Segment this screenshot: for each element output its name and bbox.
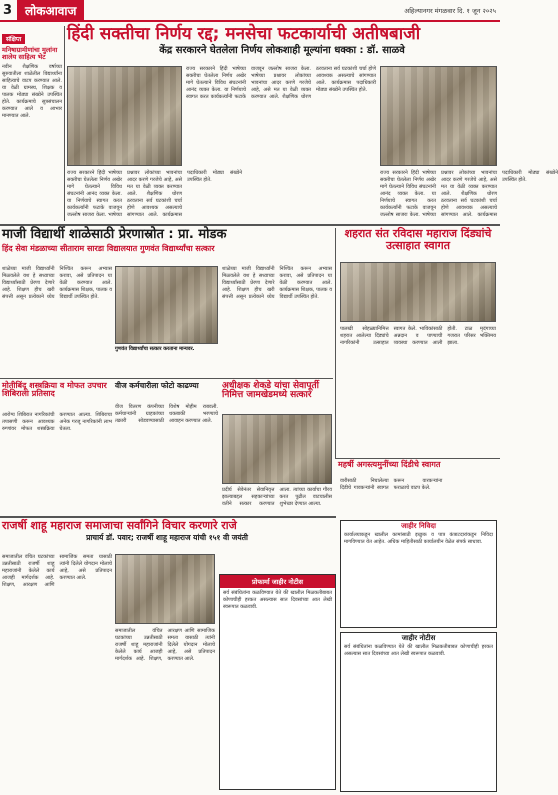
story4-body: आरोग्य शिबिरात नागरिकांची तपासणी करून आवश्यक रुग्णांवर मोफत शस्त्रक्रिया करण्यात आल्या. शिबिराचा अनेक गरजू नागरिकांनी लाभ घेतला. — [2, 412, 112, 432]
story8-photo — [115, 554, 215, 624]
lead-body-cont: राज्य सरकारने हिंदी भाषेच्या सक्तीचा घेतलेला निर्णय अखेर मागे घेतल्याने विविध संघटनांनी आनंद व्यक्त केला. या निर्णयाचे स्वागत करत कार्यकर्त्यांनी फटाके वाजवून जल्लोष साजरा केला. भाषेच्या प्रश्नावर लोकांच्या भावनांचा आदर करणे गरजेचे आहे, असे मत या वेळी व्यक्त करण्यात आले. शैक्षणिक धोरण ठरवताना सर्व घटकांशी चर्चा होणे आवश्यक असल्याचे सांगण्यात आले. कार्यक्रमास पदाधिकारी मोठ्या संख्येने उपस्थित होते. — [67, 170, 242, 218]
public-notice-title: जाहीर नोटीस — [401, 634, 436, 642]
story4-headline: मोतीबिंदू शस्त्रक्रिया व मोफत उपचार शिबिराला प्रतिसाद — [2, 381, 107, 399]
story8-subhead: प्राचार्य डॉ. पवार; राजर्षी शाहू महाराज यांची १५१ वी जयंती — [86, 532, 248, 542]
story8-heading — [2, 520, 332, 552]
story7-headline: महर्षी अगस्त्यमुनींच्या दिंडीचे स्वागत — [338, 460, 441, 469]
story3-photo — [340, 262, 496, 322]
story6-body: प्रदीर्घ सेवेनंतर सेवानिवृत्त झाल्याबद्दल सहकाऱ्यांच्या वतीने सत्कार करण्यात आला. त्यांच्या कार्याचा गौरव करत पुढील वाटचालीस शुभेच्छा देण्यात आल्या. — [222, 487, 332, 507]
story2-headline: माजी विद्यार्थी शाळेसाठी प्रेरणास्रोत : प्रा. मोडक — [2, 227, 227, 242]
tender-title: जाहीर निविदा — [401, 522, 436, 530]
legal-notice-body: सर्व संबंधितांना कळविण्यात येते की खालील मिळकतीबाबत कोणाचीही हरकत असल्यास सात दिवसांच्या आत लेखी स्वरूपात कळवावी. — [223, 590, 332, 610]
story8-body: समाजातील वंचित घटकांच्या उन्नतीसाठी राजर्षी शाहू महाराजांनी केलेले कार्य आजही मार्गदर्शक आहे. शिक्षण, आरक्षण आणि सामाजिक समता यासाठी त्यांनी दिलेले योगदान मोलाचे आहे, असे प्रतिपादन करण्यात आले. — [2, 554, 112, 588]
story5-heading — [115, 382, 218, 402]
story3-heading — [338, 228, 498, 264]
public-notice — [340, 632, 497, 792]
story3-headline: शहरात संत रविदास महाराज दिंड्यांचे उत्साहात स्वागत — [344, 227, 492, 252]
story2-body: शाळेच्या माजी विद्यार्थ्यांनी मिळवलेले यश हे सध्याच्या विद्यार्थ्यांसाठी प्रेरणा देणारे आहे. शिक्षण हीच खरी संपत्ती असून प्रत्येकाने ध्येय निश्चित करून अभ्यास करावा, असे प्रतिपादन या वेळी करण्यात आले. कार्यक्रमास शिक्षक, पालक व विद्यार्थी उपस्थित होते. — [2, 266, 112, 300]
story2-body-cont: शाळेच्या माजी विद्यार्थ्यांनी मिळवलेले यश हे सध्याच्या विद्यार्थ्यांसाठी प्रेरणा देणारे आहे. शिक्षण हीच खरी संपत्ती असून प्रत्येकाने ध्येय निश्चित करून अभ्यास करावा, असे प्रतिपादन या वेळी करण्यात आले. कार्यक्रमास शिक्षक, पालक व विद्यार्थी उपस्थित होते. — [222, 266, 332, 300]
story2-photo — [115, 266, 218, 344]
story8-headline: राजर्षी शाहू महाराज समाजाचा सर्वांगिने विचार करणारे राजे — [2, 519, 237, 532]
brief-tag: संक्षिप्त — [2, 34, 25, 44]
public-notice-body: सर्व संबंधितांना कळविण्यात येते की खालील मिळकतीबाबत कोणाचीही हरकत असल्यास सात दिवसांच्या आत लेखी स्वरूपात कळवावी. — [344, 644, 493, 658]
dateline: अहिल्यानगर मंगळवार दि. १ जून २०२५ — [404, 6, 496, 15]
story2-heading — [2, 228, 332, 264]
story5-body: वीज वितरण कंपनीच्या कर्मचाऱ्यांनी ग्राहकांच्या तक्रारी सोडवण्यासाठी विशेष मोहीम राबवली. थकबाकी भरण्याचे आवाहन करण्यात आले. — [115, 404, 218, 424]
lead-photo-right — [380, 66, 497, 166]
lead-subhead: केंद्र सरकारने घेतलेला निर्णय लोकशाही मूल्यांना धक्का : डॉ. साळवे — [159, 44, 405, 56]
story6-headline: अधीक्षक शेकडे यांचा सेवापूर्ती निमित्त जामखेडमध्ये सत्कार — [222, 381, 319, 401]
lead-headline: हिंदी सक्तीचा निर्णय रद्द; मनसेचा फटकार्याची अतीषबाजी — [67, 24, 421, 44]
tender-notice — [340, 520, 497, 628]
section-rule — [0, 378, 333, 379]
legal-notice — [219, 574, 336, 790]
story6-photo — [222, 414, 332, 484]
brief-body: नवीन शैक्षणिक वर्षाच्या सुरुवातीला शाळेतील विद्यार्थ्यांना साहित्याचे वाटप करण्यात आले. या वेळी ग्रामस्थ, शिक्षक व पालक मोठ्या संख्येने उपस्थित होते. कार्यक्रमाचे सूत्रसंचालन करण्यात आले व आभार मानण्यात आले. — [2, 63, 62, 119]
story5-headline: वीज कर्मचारीला फोटो काढण्या — [115, 381, 199, 390]
story7-body: वारीसाठी निघालेल्या दिंडीचे गावकऱ्यांनी स्वागत करून वारकऱ्यांना फराळाचे वाटप केले. — [340, 478, 443, 491]
brief-column — [2, 26, 62, 221]
story7-heading — [338, 461, 498, 477]
lead-heading — [67, 26, 497, 62]
tender-body: कार्यालयाकडून खालील कामांसाठी इच्छुक व पात्र कंत्राटदारांकडून निविदा मागविण्यात येत आहेत. अधिक माहितीसाठी कार्यालयीन वेळेत संपर्क साधावा. — [344, 532, 493, 546]
newspaper-brand: लोकआवाज — [17, 0, 84, 20]
legal-notice-title: प्रोफार्मा जाहीर नोटीस — [220, 575, 335, 588]
lead-body-cont-right: राज्य सरकारने हिंदी भाषेच्या सक्तीचा घेतलेला निर्णय अखेर मागे घेतल्याने विविध संघटनांनी आनंद व्यक्त केला. या निर्णयाचे स्वागत करत कार्यकर्त्यांनी फटाके वाजवून जल्लोष साजरा केला. भाषेच्या प्रश्नावर लोकांच्या भावनांचा आदर करणे गरजेचे आहे, असे मत या वेळी व्यक्त करण्यात आले. शैक्षणिक धोरण ठरवताना सर्व घटकांशी चर्चा होणे आवश्यक असल्याचे सांगण्यात आले. कार्यक्रमास पदाधिकारी मोठ्या संख्येने उपस्थित होते. — [380, 170, 558, 218]
section-rule — [0, 224, 500, 226]
page-number: 3 — [3, 2, 13, 18]
story2-subhead: हिंद सेवा मंडळाच्या सीताराम सारडा विद्यालयात गुणवंत विद्यार्थ्यांचा सत्कार — [2, 243, 215, 253]
section-rule — [335, 458, 500, 459]
column-divider — [64, 26, 65, 221]
story3-body: पालखी सोहळ्यानिमित्त शहरात आलेल्या दिंड्यांचे नागरिकांनी उत्साहात स्वागत केले. भाविकांसाठी अन्नदान व पाण्याची व्यवस्था करण्यात आली होती. टाळ मृदंगाच्या गजरात परिसर भक्तिमय झाला. — [340, 326, 496, 346]
column-divider — [335, 228, 336, 458]
lead-body: राज्य सरकारने हिंदी भाषेच्या सक्तीचा घेतलेला निर्णय अखेर मागे घेतल्याने विविध संघटनांनी आनंद व्यक्त केला. या निर्णयाचे स्वागत करत कार्यकर्त्यांनी फटाके वाजवून जल्लोष साजरा केला. भाषेच्या प्रश्नावर लोकांच्या भावनांचा आदर करणे गरजेचे आहे, असे मत या वेळी व्यक्त करण्यात आले. शैक्षणिक धोरण ठरवताना सर्व घटकांशी चर्चा होणे आवश्यक असल्याचे सांगण्यात आले. कार्यक्रमास पदाधिकारी मोठ्या संख्येने उपस्थित होते. — [186, 66, 376, 100]
brief-headline: मनिषाग्रामीणांचा मुलांना शालेय साहित्य भेट — [2, 46, 58, 61]
story6-heading — [222, 382, 332, 412]
section-rule — [0, 516, 336, 518]
masthead — [0, 0, 500, 22]
story8-body-cont: समाजातील वंचित घटकांच्या उन्नतीसाठी राजर्षी शाहू महाराजांनी केलेले कार्य आजही मार्गदर्शक आहे. शिक्षण, आरक्षण आणि सामाजिक समता यासाठी त्यांनी दिलेले योगदान मोलाचे आहे, असे प्रतिपादन करण्यात आले. — [115, 628, 215, 662]
story4-heading — [2, 382, 112, 410]
lead-photo-left — [67, 66, 182, 166]
story2-photo-caption: गुणवंत विद्यार्थ्यांचा सत्कार करताना मान्यवर. — [115, 346, 195, 352]
